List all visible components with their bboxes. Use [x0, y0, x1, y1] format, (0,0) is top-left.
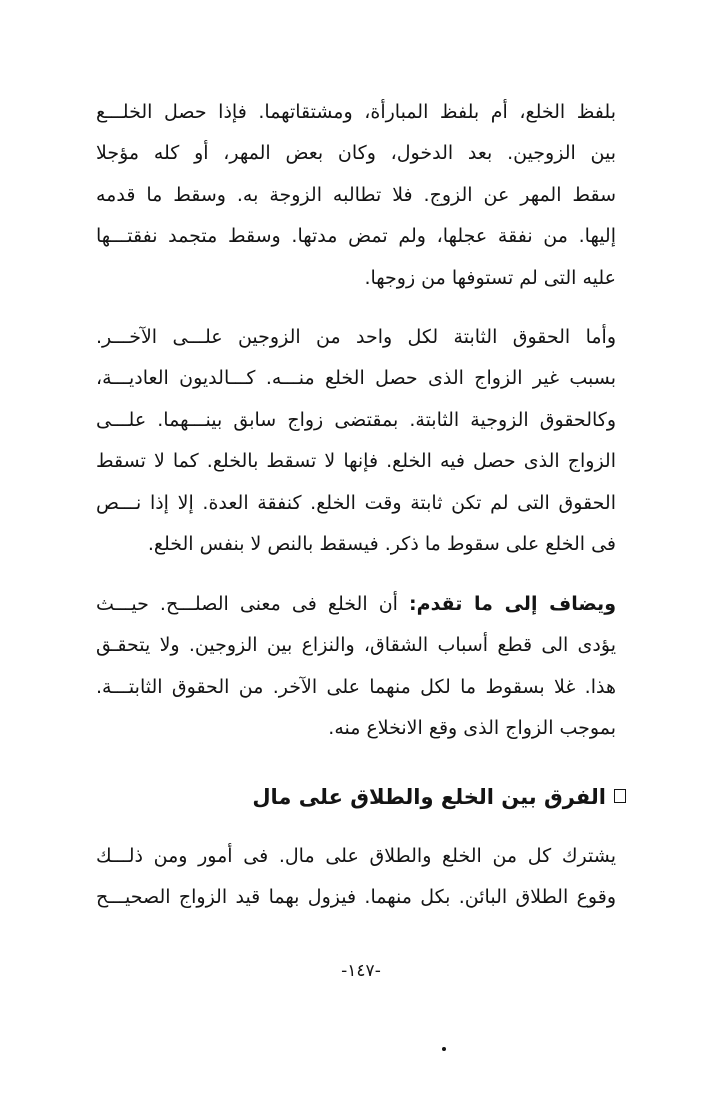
section-heading [252, 780, 626, 814]
bold-lead-phrase: ويضاف إلى ما تقدم: [409, 593, 616, 615]
text-line: الزواج الذى حصل فيه الخلع. فإنها لا تسقط بالخلع. كما لا تسقط [96, 450, 616, 473]
page-number: -١٤٧- [341, 961, 381, 981]
text-line: الحقوق التى لم تكن ثابتة وقت الخلع. كنفقة العدة. إلا إذا نـــص [96, 491, 616, 514]
paragraph-difference [96, 836, 616, 919]
text-line: وقوع الطلاق البائن. بكل منهما. فيزول بهما قيد الزواج الصحيـــح [96, 886, 616, 909]
section-heading-text: الفرق بين الخلع والطلاق على مال [252, 785, 606, 809]
text-line: وكالحقوق الزوجية الثابتة. بمقتضى زواج سابق بينـــهما. علـــى [96, 408, 616, 431]
text-line [96, 584, 616, 625]
decorative-dot [442, 1047, 446, 1051]
text-line: بسبب غير الزواج الذى حصل الخلع منـــه. كـــالديون العاديـــة، [96, 367, 616, 390]
text-line: هذا. غلا بسقوط ما لكل منهما على الآخر. من الحقوق الثابتـــة. [96, 675, 616, 698]
text-line: بموجب الزواج الذى وقع الانخلاع منه. [328, 717, 616, 740]
text-line: بين الزوجين. بعد الدخول، وكان بعض المهر، أو كله مؤجلا [96, 142, 616, 165]
paragraph-khul-effects [96, 92, 616, 299]
text-line: سقط المهر عن الزوج. فلا تطالبه الزوجة به. وسقط ما قدمه [96, 183, 616, 206]
paragraph-addition [96, 584, 616, 750]
text-line: فى الخلع على سقوط ما ذكر. فيسقط بالنص لا بنفس الخلع. [147, 532, 616, 555]
text-line: يؤدى الى قطع أسباب الشقاق، والنزاع بين الزوجين. ولا يتحقـق [96, 634, 616, 657]
text-line: إليها. من نفقة عجلها، ولم تمض مدتها. وسقط متجمد نفقتـــها [96, 225, 616, 248]
text-line: يشترك كل من الخلع والطلاق على مال. فى أمور ومن ذلـــك [96, 845, 616, 867]
paragraph-fixed-rights [96, 317, 616, 565]
square-bullet-icon [614, 789, 626, 803]
text-run: أن الخلع فى معنى الصلـــح. حيـــث [96, 593, 410, 615]
text-line: وأما الحقوق الثابتة لكل واحد من الزوجين علـــى الآخـــر. [96, 326, 616, 348]
text-line: عليه التى لم تستوفها من زوجها. [364, 266, 616, 289]
text-line: بلفظ الخلع، أم بلفظ المبارأة، ومشتقاتهما. فإذا حصل الخلـــع [96, 101, 616, 123]
